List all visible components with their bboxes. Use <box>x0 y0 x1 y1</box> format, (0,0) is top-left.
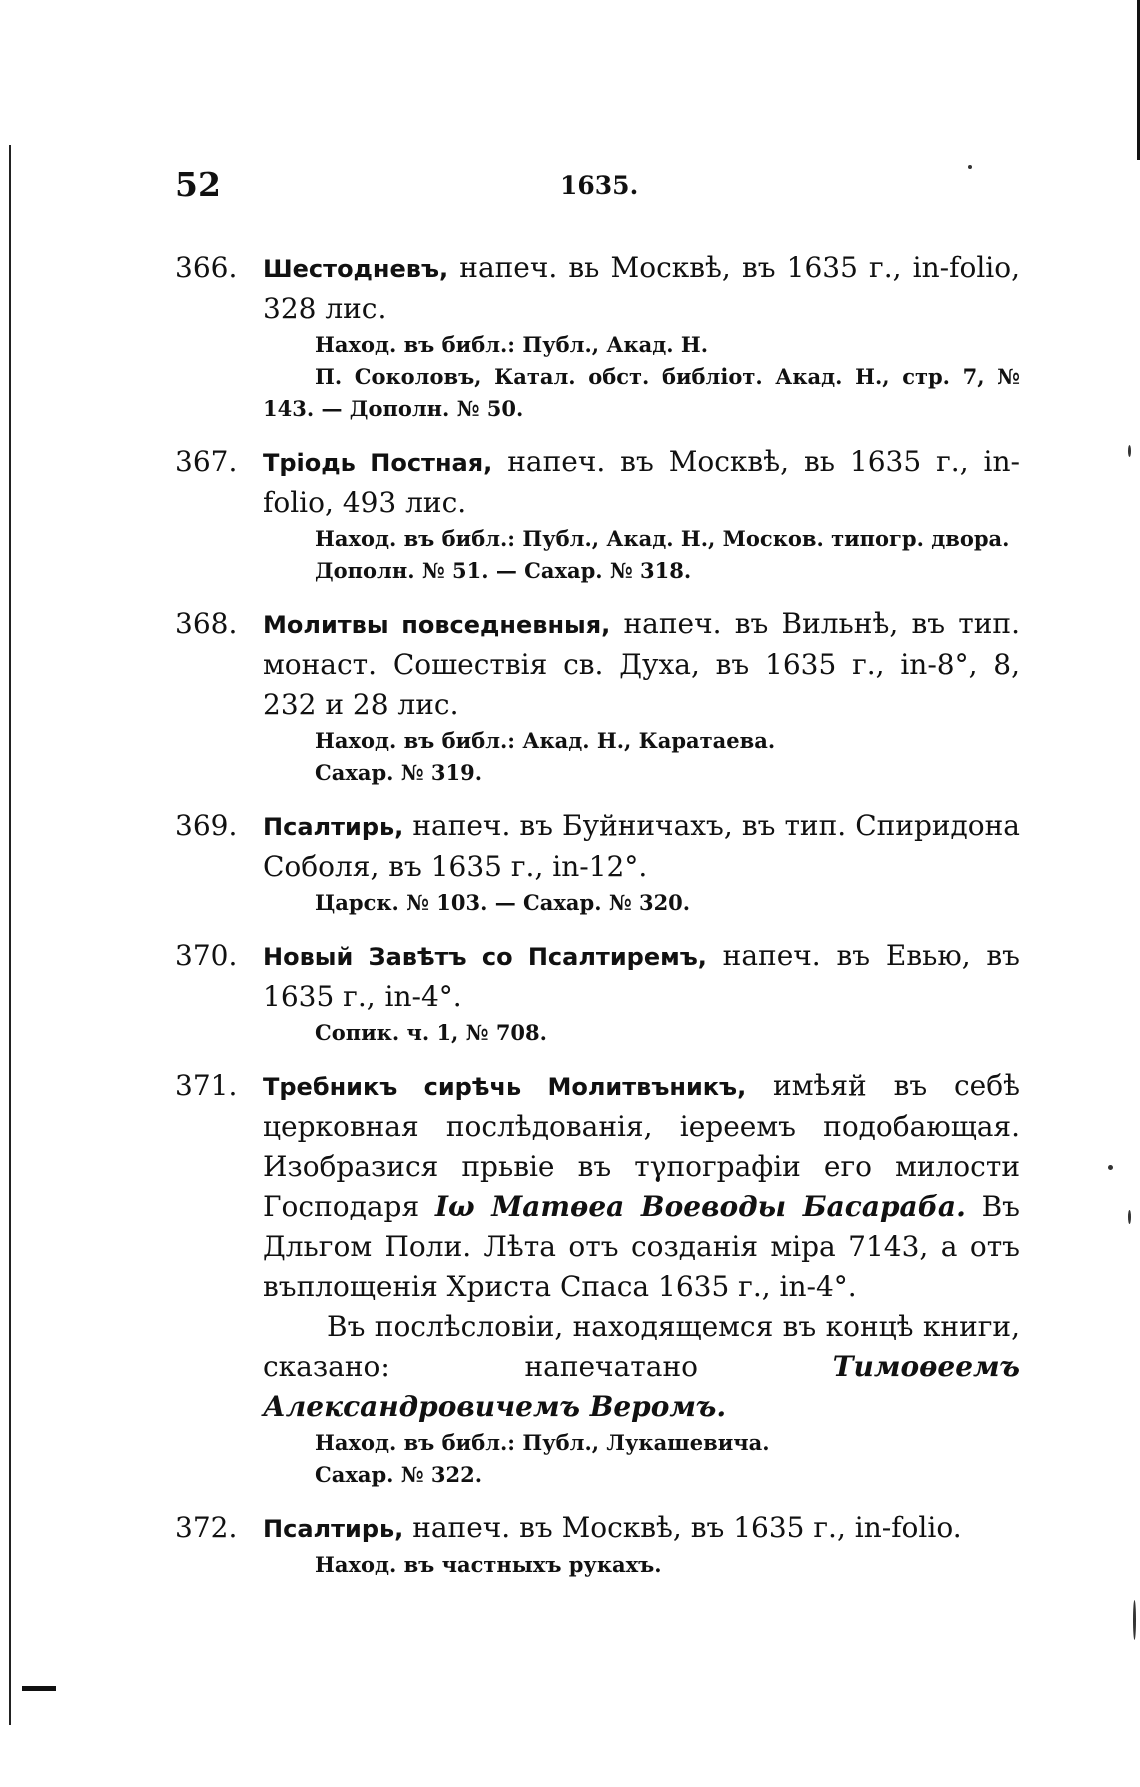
entry-367 <box>175 442 1020 587</box>
paragraph-text: Въ послѣсловіи, находящемся въ концѣ книги, сказано: напечатано <box>263 1310 1020 1383</box>
entry-body <box>263 1066 1020 1307</box>
entry-title: Новый Завѣтъ со Псалтиремъ, <box>263 943 707 971</box>
entry-title: Тріодь Постная, <box>263 449 493 477</box>
entry-372 <box>175 1508 1020 1581</box>
page-number: 52 <box>175 165 221 204</box>
scan-speck <box>1128 445 1131 457</box>
entry-body <box>263 806 1020 887</box>
entry-paragraph <box>263 1307 1020 1427</box>
entry-366 <box>175 248 1020 425</box>
entry-number: 371. <box>175 1069 238 1102</box>
entry-note: Сахар. № 322. <box>315 1462 483 1487</box>
entry-note: Наход. въ библ.: Публ., Лукашевича. <box>315 1430 770 1455</box>
entry-text: напеч. въ Москвѣ, въ 1635 г., in-folio. <box>403 1511 962 1544</box>
scan-speck <box>1133 1600 1136 1640</box>
entry-note: Царск. № 103. — Сахар. № 320. <box>315 890 691 915</box>
entry-body <box>263 604 1020 725</box>
entry-title: Псалтирь, <box>263 1515 404 1543</box>
entry-note: П. Соколовъ, Катал. обст. библіот. Акад. Н., стр. 7, № 143. — Дополн. № 50. <box>263 364 1020 421</box>
entry-body <box>263 248 1020 329</box>
page-header <box>175 165 1025 205</box>
scan-speck <box>1108 1165 1113 1170</box>
entry-number: 372. <box>175 1511 238 1544</box>
entry-note: Дополн. № 51. — Сахар. № 318. <box>315 558 692 583</box>
scan-edge-line <box>9 145 11 1725</box>
paragraph-italic-name: Тимоѳеемъ Александровичемъ Веромъ. <box>263 1350 1020 1423</box>
scan-dash-mark <box>22 1686 56 1691</box>
entry-note: Сопик. ч. 1, № 708. <box>315 1020 547 1045</box>
entry-note: Наход. въ библ.: Акад. Н., Каратаева. <box>315 728 776 753</box>
entry-text: напеч. въ Москвѣ, вь 1635 г., in-folio, 493 лис. <box>263 445 1020 519</box>
entry-number: 366. <box>175 251 238 284</box>
entry-body <box>263 442 1020 523</box>
running-head-year: 1635. <box>560 171 639 200</box>
entry-text: напеч. вь Москвѣ, въ 1635 г., in-folio, 328 лис. <box>263 251 1020 325</box>
entry-368 <box>175 604 1020 789</box>
entry-text: напеч. въ Буйничахъ, въ тип. Спиридона Соболя, въ 1635 г., in-12°. <box>263 809 1020 883</box>
entry-title: Псалтирь, <box>263 813 404 841</box>
entry-number: 367. <box>175 445 238 478</box>
entry-note: Наход. въ библ.: Публ., Акад. Н., Москов. типогр. двора. <box>315 526 1010 551</box>
entry-text: Въ Дльгом Поли. Лѣта отъ созданія міра 7143, а отъ въплощенія Христа Спаса 1635 г., in-4°. <box>263 1190 1020 1303</box>
entry-note: Наход. въ библ.: Публ., Акад. Н. <box>315 332 709 357</box>
entry-370 <box>175 936 1020 1049</box>
entry-text: напеч. въ Вильнѣ, въ тип. монаст. Сошествія св. Духа, въ 1635 г., in-8°, 8, 232 и 28 лис. <box>263 607 1020 721</box>
entry-italic-name: Іω Матѳеа Воеводы Басараба. <box>434 1190 966 1223</box>
bibliography-entries <box>175 248 1020 1598</box>
entry-title: Молитвы повседневныя, <box>263 611 611 639</box>
entry-number: 368. <box>175 607 238 640</box>
entry-body <box>263 936 1020 1017</box>
entry-title: Шестодневъ, <box>263 255 449 283</box>
entry-text: напеч. въ Евью, въ 1635 г., in-4°. <box>263 939 1021 1013</box>
entry-note: Наход. въ частныхъ рукахъ. <box>315 1552 662 1577</box>
scan-speck <box>1128 1210 1131 1224</box>
entry-371 <box>175 1066 1020 1491</box>
entry-title: Требникъ сирѣчь Молитвъникъ, <box>263 1073 747 1101</box>
entry-number: 370. <box>175 939 238 972</box>
entry-text: имѣяй въ себѣ церковная послѣдованія, іереемъ подобающая. Изобразися прьвіе въ тγпографіи его милости Господаря <box>263 1069 1020 1223</box>
entry-body <box>263 1508 1020 1549</box>
entry-number: 369. <box>175 809 238 842</box>
entry-369 <box>175 806 1020 919</box>
entry-note: Сахар. № 319. <box>315 760 483 785</box>
